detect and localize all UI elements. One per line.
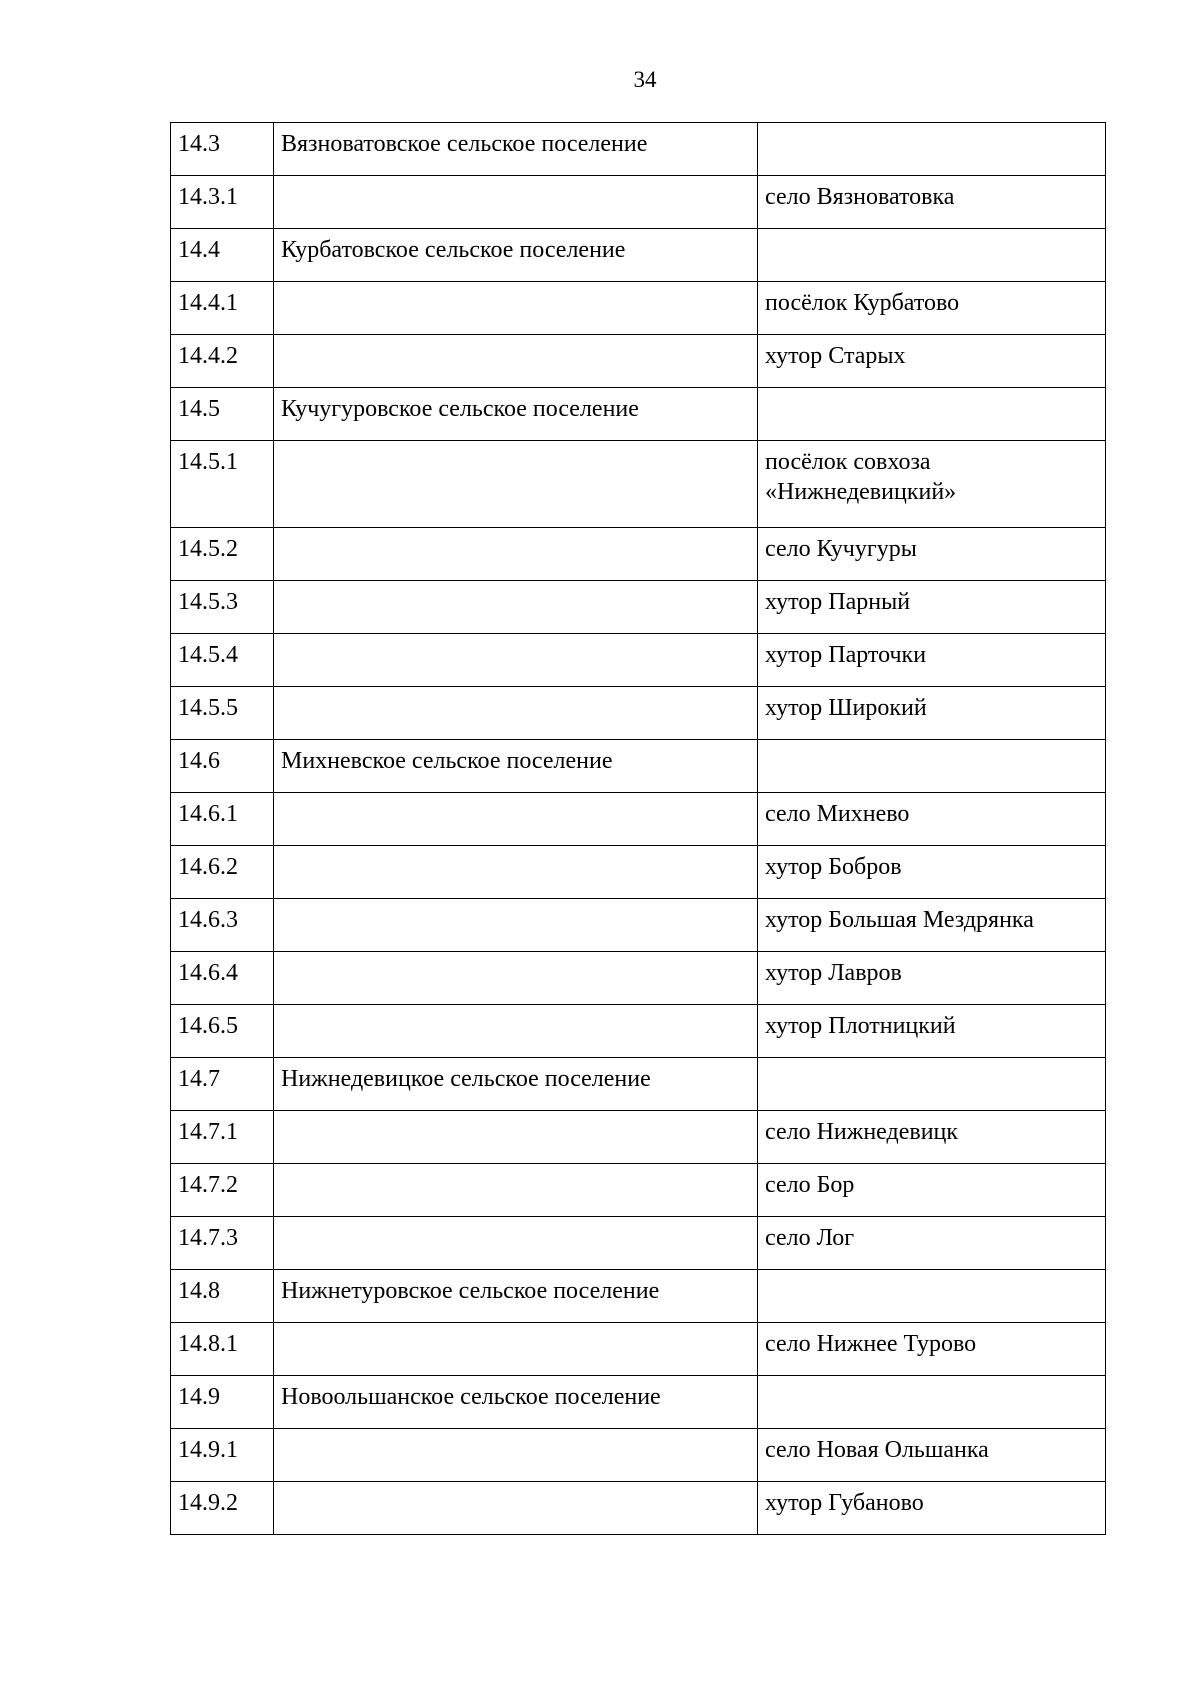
settlement-name-cell bbox=[274, 1111, 758, 1164]
table-row bbox=[171, 229, 1106, 282]
settlement-name-cell bbox=[274, 634, 758, 687]
settlement-name-cell bbox=[274, 528, 758, 581]
locality-name-cell: село Нижнедевицк bbox=[758, 1111, 1106, 1164]
settlement-name-cell: Нижнедевицкое сельское поселение bbox=[274, 1058, 758, 1111]
table-row bbox=[171, 687, 1106, 740]
locality-name-cell: хутор Бобров bbox=[758, 846, 1106, 899]
locality-name-cell: село Новая Ольшанка bbox=[758, 1429, 1106, 1482]
row-number-cell: 14.8.1 bbox=[171, 1323, 274, 1376]
locality-name-cell: село Михнево bbox=[758, 793, 1106, 846]
table-row bbox=[171, 335, 1106, 388]
locality-name-cell: хутор Старых bbox=[758, 335, 1106, 388]
row-number-cell: 14.7 bbox=[171, 1058, 274, 1111]
table-row bbox=[171, 1164, 1106, 1217]
locality-name-cell: хутор Большая Мездрянка bbox=[758, 899, 1106, 952]
locality-name-cell bbox=[758, 388, 1106, 441]
settlement-name-cell bbox=[274, 1429, 758, 1482]
row-number-cell: 14.3 bbox=[171, 123, 274, 176]
row-number-cell: 14.7.3 bbox=[171, 1217, 274, 1270]
row-number-cell: 14.4 bbox=[171, 229, 274, 282]
locality-name-cell: посёлок совхоза «Нижнедевицкий» bbox=[758, 441, 1106, 528]
locality-name-cell: село Лог bbox=[758, 1217, 1106, 1270]
table-row bbox=[171, 176, 1106, 229]
settlements-table-body bbox=[171, 123, 1106, 1535]
table-row bbox=[171, 1005, 1106, 1058]
locality-name-cell: село Кучугуры bbox=[758, 528, 1106, 581]
row-number-cell: 14.5.1 bbox=[171, 441, 274, 528]
table-row bbox=[171, 899, 1106, 952]
row-number-cell: 14.5.5 bbox=[171, 687, 274, 740]
table-row bbox=[171, 1058, 1106, 1111]
settlement-name-cell: Нижнетуровское сельское поселение bbox=[274, 1270, 758, 1323]
table-row bbox=[171, 1376, 1106, 1429]
table-row bbox=[171, 388, 1106, 441]
row-number-cell: 14.4.2 bbox=[171, 335, 274, 388]
row-number-cell: 14.7.1 bbox=[171, 1111, 274, 1164]
settlement-name-cell bbox=[274, 335, 758, 388]
row-number-cell: 14.9 bbox=[171, 1376, 274, 1429]
settlement-name-cell bbox=[274, 581, 758, 634]
locality-name-cell bbox=[758, 1058, 1106, 1111]
row-number-cell: 14.5.2 bbox=[171, 528, 274, 581]
settlement-name-cell bbox=[274, 1323, 758, 1376]
locality-name-cell bbox=[758, 1270, 1106, 1323]
row-number-cell: 14.7.2 bbox=[171, 1164, 274, 1217]
locality-name-cell: хутор Губаново bbox=[758, 1482, 1106, 1535]
settlement-name-cell: Курбатовское сельское поселение bbox=[274, 229, 758, 282]
table-row bbox=[171, 1429, 1106, 1482]
settlements-table bbox=[170, 122, 1106, 1535]
table-row bbox=[171, 1217, 1106, 1270]
table-row bbox=[171, 1323, 1106, 1376]
locality-name-cell bbox=[758, 229, 1106, 282]
settlement-name-cell: Михневское сельское поселение bbox=[274, 740, 758, 793]
table-row bbox=[171, 441, 1106, 528]
settlement-name-cell bbox=[274, 176, 758, 229]
table-row bbox=[171, 282, 1106, 335]
row-number-cell: 14.6.2 bbox=[171, 846, 274, 899]
settlement-name-cell bbox=[274, 1005, 758, 1058]
locality-name-cell: хутор Лавров bbox=[758, 952, 1106, 1005]
settlement-name-cell bbox=[274, 846, 758, 899]
table-row bbox=[171, 123, 1106, 176]
settlement-name-cell: Новоольшанское сельское поселение bbox=[274, 1376, 758, 1429]
row-number-cell: 14.5.3 bbox=[171, 581, 274, 634]
table-row bbox=[171, 1111, 1106, 1164]
table-row bbox=[171, 1270, 1106, 1323]
settlement-name-cell bbox=[274, 687, 758, 740]
row-number-cell: 14.4.1 bbox=[171, 282, 274, 335]
row-number-cell: 14.5 bbox=[171, 388, 274, 441]
row-number-cell: 14.6.3 bbox=[171, 899, 274, 952]
settlement-name-cell bbox=[274, 441, 758, 528]
locality-name-cell bbox=[758, 740, 1106, 793]
table-row bbox=[171, 1482, 1106, 1535]
settlement-name-cell: Вязноватовское сельское поселение bbox=[274, 123, 758, 176]
locality-name-cell: хутор Широкий bbox=[758, 687, 1106, 740]
row-number-cell: 14.5.4 bbox=[171, 634, 274, 687]
row-number-cell: 14.9.1 bbox=[171, 1429, 274, 1482]
table-row bbox=[171, 740, 1106, 793]
row-number-cell: 14.9.2 bbox=[171, 1482, 274, 1535]
locality-name-cell: хутор Парточки bbox=[758, 634, 1106, 687]
table-row bbox=[171, 952, 1106, 1005]
settlement-name-cell: Кучугуровское сельское поселение bbox=[274, 388, 758, 441]
locality-name-cell: село Бор bbox=[758, 1164, 1106, 1217]
locality-name-cell: село Нижнее Турово bbox=[758, 1323, 1106, 1376]
settlement-name-cell bbox=[274, 282, 758, 335]
locality-name-cell: хутор Парный bbox=[758, 581, 1106, 634]
settlement-name-cell bbox=[274, 793, 758, 846]
table-row bbox=[171, 581, 1106, 634]
settlement-name-cell bbox=[274, 1217, 758, 1270]
row-number-cell: 14.6.1 bbox=[171, 793, 274, 846]
locality-name-cell bbox=[758, 1376, 1106, 1429]
row-number-cell: 14.3.1 bbox=[171, 176, 274, 229]
page-number: 34 bbox=[633, 67, 657, 92]
locality-name-cell bbox=[758, 123, 1106, 176]
row-number-cell: 14.6.5 bbox=[171, 1005, 274, 1058]
settlement-name-cell bbox=[274, 952, 758, 1005]
locality-name-cell: хутор Плотницкий bbox=[758, 1005, 1106, 1058]
row-number-cell: 14.6 bbox=[171, 740, 274, 793]
table-row bbox=[171, 846, 1106, 899]
table-row bbox=[171, 528, 1106, 581]
settlement-name-cell bbox=[274, 899, 758, 952]
settlement-name-cell bbox=[274, 1482, 758, 1535]
table-row bbox=[171, 793, 1106, 846]
settlement-name-cell bbox=[274, 1164, 758, 1217]
table-row bbox=[171, 634, 1106, 687]
locality-name-cell: посёлок Курбатово bbox=[758, 282, 1106, 335]
row-number-cell: 14.8 bbox=[171, 1270, 274, 1323]
locality-name-cell: село Вязноватовка bbox=[758, 176, 1106, 229]
row-number-cell: 14.6.4 bbox=[171, 952, 274, 1005]
